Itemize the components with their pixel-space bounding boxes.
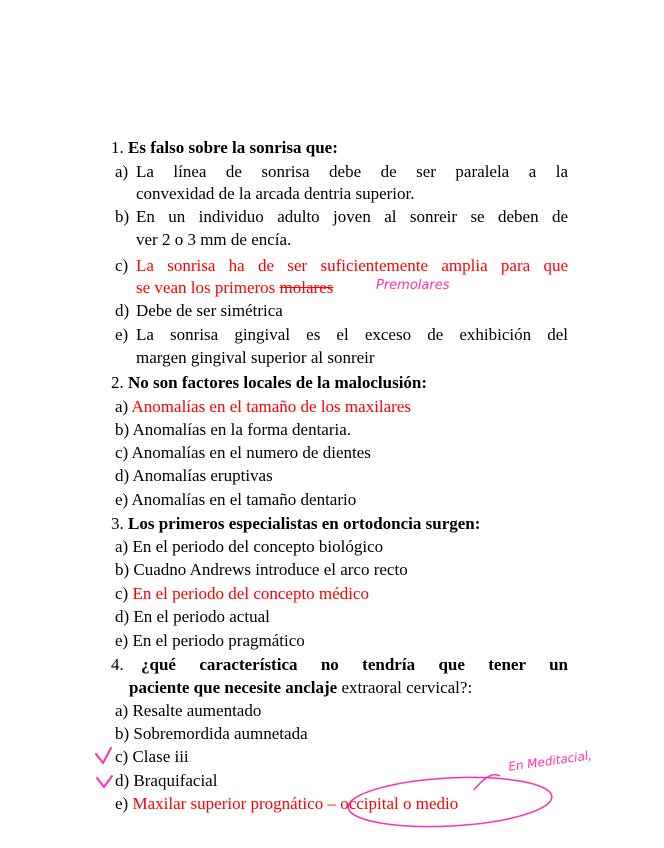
option-text: En el periodo pragmático: [132, 631, 305, 650]
option-letter: d): [115, 771, 130, 790]
q1-option-a-line2: convexidad de la arcada dentria superior.: [136, 184, 415, 203]
q1-option-c-line1: La sonrisa ha de ser suficientemente amplia para que: [136, 256, 568, 275]
q1-option-d-text: Debe de ser simétrica: [136, 301, 283, 320]
q1-option-b-letter: b): [115, 207, 130, 226]
option-text: Braquifacial: [133, 771, 218, 790]
circle-mark: [347, 773, 553, 832]
q1-option-e-line1: La sonrisa gingival es el exceso de exhibición del: [136, 325, 568, 344]
option-text: Anomalías en el numero de dientes: [131, 443, 371, 462]
option-letter: b): [115, 420, 130, 439]
q1-option-b-line2: ver 2 o 3 mm de encía.: [136, 230, 292, 249]
q1-option-a-letter: a): [115, 162, 129, 181]
option-letter: a): [115, 537, 129, 556]
struck-word: molares: [279, 278, 334, 297]
question-text: Los primeros especialistas en ortodoncia surgen:: [128, 514, 481, 533]
q1-option-b-line1: En un individuo adulto joven al sonreir se deben de: [136, 207, 568, 226]
check-mark-icon: [97, 776, 112, 787]
q1-option-e-letter: e): [115, 325, 129, 344]
option-letter: c): [115, 747, 129, 766]
q1-option-c-text: se vean los primeros: [136, 278, 280, 297]
q1-option-e-line2: margen gingival superior al sonreir: [136, 348, 375, 367]
option-letter: a): [115, 397, 129, 416]
option-letter: a): [115, 701, 129, 720]
handwritten-correction: Premolares: [376, 278, 450, 293]
option-text: Clase iii: [132, 747, 189, 766]
option-text: Anomalías en la forma dentaria.: [132, 420, 352, 439]
question-number: 3.: [111, 514, 124, 533]
option-letter: c): [115, 443, 129, 462]
option-letter: e): [115, 490, 129, 509]
option-text: En el periodo del concepto médico: [132, 584, 369, 603]
option-letter: d): [115, 607, 130, 626]
question-number: 2.: [111, 373, 124, 392]
option-text: Maxilar superior prognático – occipital o medio: [132, 794, 459, 813]
check-mark-icon: [96, 748, 111, 763]
option-text: Sobremordida aumnetada: [133, 724, 308, 743]
question-number: 1.: [111, 138, 124, 157]
option-text: Resalte aumentado: [132, 701, 262, 720]
option-letter: b): [115, 560, 130, 579]
option-text: Anomalías en el tamaño de los maxilares: [131, 397, 412, 416]
q4-number: 4.: [111, 655, 124, 674]
option-letter: d): [115, 466, 130, 485]
option-text: En el periodo actual: [133, 607, 270, 626]
option-text: Cuadno Andrews introduce el arco recto: [133, 560, 408, 579]
question-text-bold: paciente que necesite anclaje: [129, 678, 338, 697]
option-letter: c): [115, 584, 129, 603]
option-text: Anomalías eruptivas: [132, 466, 273, 485]
question-text-rest: extraoral cervical?:: [337, 678, 473, 697]
option-text: En el periodo del concepto biológico: [132, 537, 384, 556]
q1-option-c-letter: c): [115, 256, 129, 275]
option-letter: e): [115, 794, 129, 813]
option-letter: b): [115, 724, 130, 743]
option-letter: e): [115, 631, 129, 650]
handwritten-note: En Meditacial,: [507, 748, 593, 774]
option-text: Anomalías en el tamaño dentario: [131, 490, 357, 509]
question-text: No son factores locales de la maloclusión:: [128, 373, 428, 392]
q4-text-line1: ¿qué característica no tendría que tener un: [141, 655, 568, 674]
question-text: Es falso sobre la sonrisa que:: [128, 138, 338, 157]
q1-option-d-letter: d): [115, 301, 130, 320]
q1-option-a-line1: La línea de sonrisa debe de ser paralela a la: [136, 162, 568, 181]
